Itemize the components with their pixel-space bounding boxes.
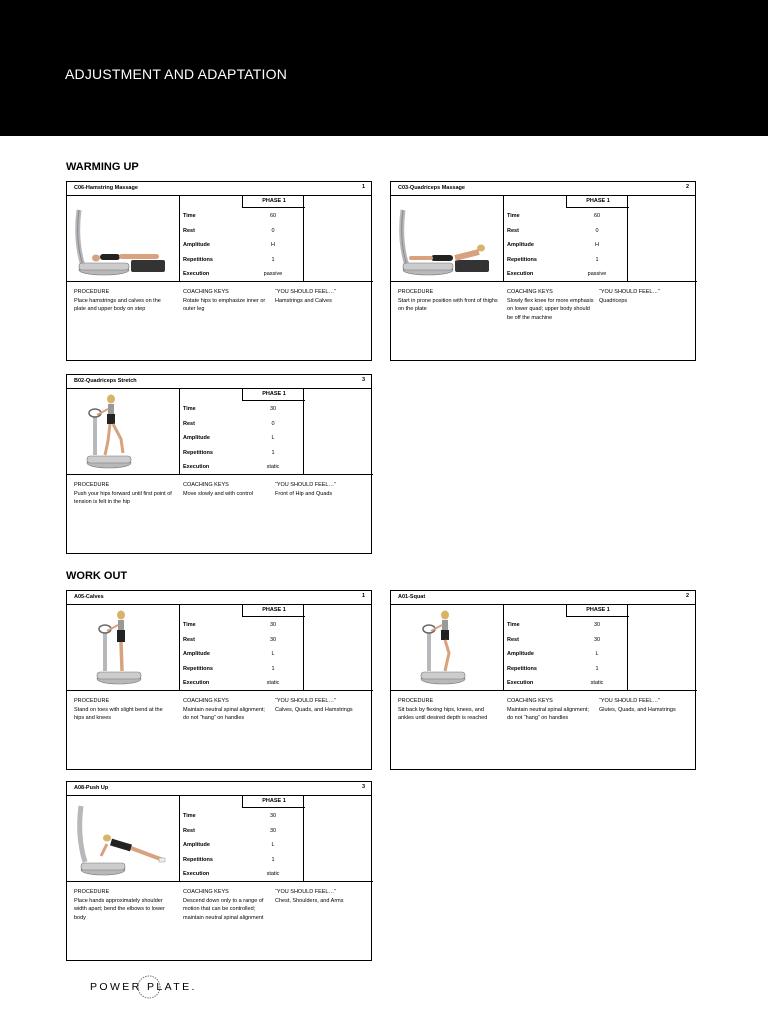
amplitude-value: L xyxy=(271,842,275,848)
amplitude-label: Amplitude xyxy=(183,651,210,657)
coaching-keys-column xyxy=(183,288,271,314)
procedure-column xyxy=(74,481,174,507)
rest-row xyxy=(180,828,304,838)
coaching-keys-text: Descend down only to a range of motion that can be controlled; maintain neutral spinal alignment xyxy=(183,897,264,921)
procedure-text: Sit back by flexing hips, knees, and ankles until desired depth is reached xyxy=(398,706,488,721)
power-plate-machine-icon xyxy=(71,800,176,878)
execution-label: Execution xyxy=(183,464,210,470)
rest-row xyxy=(180,228,304,238)
execution-value: static xyxy=(266,680,280,686)
amplitude-row xyxy=(504,651,628,661)
exercise-card-2 xyxy=(390,181,696,361)
time-value: 60 xyxy=(269,213,277,219)
rest-value: 30 xyxy=(269,827,277,834)
procedure-heading: PROCEDURE xyxy=(74,289,110,295)
coaching-keys-text: Maintain neutral spinal alignment; do not “hang” on handles xyxy=(507,706,589,721)
time-label: Time xyxy=(507,622,520,628)
procedure-heading: PROCEDURE xyxy=(74,889,110,895)
you-should-feel-column xyxy=(275,481,369,498)
you-should-feel-text: Front of Hip and Quads xyxy=(275,490,333,497)
time-row xyxy=(180,813,304,823)
execution-value: static xyxy=(266,464,280,470)
amplitude-label: Amplitude xyxy=(183,842,210,848)
exercise-photo xyxy=(391,605,504,691)
execution-row xyxy=(504,680,628,690)
brand-wordmark: POWER PLATE. xyxy=(90,981,197,993)
card-header xyxy=(67,591,371,605)
blank-column xyxy=(304,389,373,475)
phase-label: PHASE 1 xyxy=(242,795,305,808)
rest-row xyxy=(180,637,304,647)
procedure-column xyxy=(398,697,498,723)
rest-label: Rest xyxy=(183,420,195,427)
amplitude-value: L xyxy=(271,435,275,441)
repetitions-value: 1 xyxy=(595,665,599,672)
coaching-keys-text: Slowly flex knee for more emphasis on lower quad; upper body should be off the machine xyxy=(507,297,594,321)
card-title: C06-Hamstring Massage xyxy=(74,185,138,191)
repetitions-row xyxy=(504,257,628,267)
section-heading-work-out: WORK OUT xyxy=(66,570,128,582)
repetitions-label: Repetitions xyxy=(183,449,213,456)
coaching-keys-column xyxy=(507,697,595,723)
card-header xyxy=(391,182,695,196)
repetitions-row xyxy=(180,666,304,676)
you-should-feel-heading: “YOU SHOULD FEEL…” xyxy=(275,889,336,895)
card-header xyxy=(67,782,371,796)
rest-value: 30 xyxy=(593,636,601,643)
rest-row xyxy=(504,228,628,238)
you-should-feel-column xyxy=(599,697,693,714)
phase-label: PHASE 1 xyxy=(242,195,305,208)
execution-value: passive xyxy=(263,271,283,277)
you-should-feel-column xyxy=(275,697,369,714)
card-title: A08-Push Up xyxy=(74,785,109,791)
repetitions-row xyxy=(180,857,304,867)
procedure-heading: PROCEDURE xyxy=(398,289,434,295)
you-should-feel-text: Calves, Quads, and Hamstrings xyxy=(275,706,353,713)
coaching-keys-column xyxy=(183,697,271,723)
time-row xyxy=(180,622,304,632)
amplitude-row xyxy=(504,242,628,252)
card-title: C03-Quadriceps Massage xyxy=(398,185,465,191)
amplitude-value: L xyxy=(271,651,275,657)
amplitude-label: Amplitude xyxy=(183,435,210,441)
phase-table xyxy=(504,605,628,691)
exercise-card-3 xyxy=(66,374,372,554)
you-should-feel-heading: “YOU SHOULD FEEL…” xyxy=(275,482,336,488)
procedure-text: Place hamstrings and calves on the plate and upper body on step xyxy=(74,297,161,312)
time-value: 30 xyxy=(269,622,277,628)
repetitions-value: 1 xyxy=(271,449,275,456)
card-title: B02-Quadriceps Stretch xyxy=(74,378,137,384)
power-plate-machine-icon xyxy=(71,393,176,471)
rest-label: Rest xyxy=(507,636,519,643)
coaching-keys-text: Rotate hips to emphasize inner or outer leg xyxy=(183,297,266,312)
execution-row xyxy=(504,271,628,281)
power-plate-machine-icon xyxy=(71,200,176,278)
procedure-text: Place hands approximately shoulder width apart; bend the elbows to lower body xyxy=(74,897,165,921)
procedure-column xyxy=(398,288,498,314)
repetitions-label: Repetitions xyxy=(507,665,537,672)
time-value: 30 xyxy=(269,813,277,819)
amplitude-row xyxy=(180,435,304,445)
time-label: Time xyxy=(507,213,520,219)
time-value: 60 xyxy=(593,213,601,219)
you-should-feel-column xyxy=(599,288,693,305)
coaching-keys-heading: COACHING KEYS xyxy=(183,698,229,704)
time-label: Time xyxy=(183,406,196,412)
card-number: 1 xyxy=(361,184,365,190)
rest-value: 0 xyxy=(271,420,275,427)
amplitude-label: Amplitude xyxy=(507,242,534,248)
card-number: 3 xyxy=(361,784,365,790)
coaching-keys-text: Move slowly and with control xyxy=(183,490,254,497)
coaching-keys-heading: COACHING KEYS xyxy=(507,698,553,704)
repetitions-label: Repetitions xyxy=(183,665,213,672)
execution-value: static xyxy=(266,871,280,877)
power-plate-machine-icon xyxy=(71,609,176,687)
amplitude-value: H xyxy=(271,242,275,248)
repetitions-label: Repetitions xyxy=(507,256,537,263)
coaching-keys-heading: COACHING KEYS xyxy=(507,289,553,295)
exercise-photo xyxy=(67,605,180,691)
phase-label: PHASE 1 xyxy=(242,604,305,617)
time-label: Time xyxy=(183,622,196,628)
you-should-feel-heading: “YOU SHOULD FEEL…” xyxy=(599,698,660,704)
exercise-card-5 xyxy=(390,590,696,770)
procedure-column xyxy=(74,288,174,314)
amplitude-row xyxy=(180,842,304,852)
phase-table xyxy=(180,389,304,475)
coaching-keys-column xyxy=(183,481,271,498)
you-should-feel-heading: “YOU SHOULD FEEL…” xyxy=(599,289,660,295)
amplitude-label: Amplitude xyxy=(507,651,534,657)
amplitude-label: Amplitude xyxy=(183,242,210,248)
power-plate-machine-icon xyxy=(395,609,500,687)
coaching-keys-column xyxy=(183,888,271,922)
phase-table xyxy=(180,605,304,691)
rest-label: Rest xyxy=(183,636,195,643)
you-should-feel-text: Chest, Shoulders, and Arms xyxy=(275,897,344,904)
time-row xyxy=(180,406,304,416)
phase-label: PHASE 1 xyxy=(566,195,629,208)
execution-value: static xyxy=(590,680,604,686)
power-plate-machine-icon xyxy=(395,200,500,278)
repetitions-row xyxy=(180,450,304,460)
rest-value: 30 xyxy=(269,636,277,643)
time-label: Time xyxy=(183,813,196,819)
rest-row xyxy=(504,637,628,647)
rest-label: Rest xyxy=(183,227,195,234)
exercise-card-4 xyxy=(66,590,372,770)
card-title: A01-Squat xyxy=(398,594,426,600)
phase-table xyxy=(180,796,304,882)
exercise-card-6 xyxy=(66,781,372,961)
rest-label: Rest xyxy=(183,827,195,834)
card-header xyxy=(391,591,695,605)
execution-value: passive xyxy=(587,271,607,277)
exercise-photo xyxy=(67,196,180,282)
procedure-column xyxy=(74,888,174,922)
time-row xyxy=(180,213,304,223)
time-row xyxy=(504,213,628,223)
repetitions-label: Repetitions xyxy=(183,856,213,863)
card-title: A05-Calves xyxy=(74,594,104,600)
execution-label: Execution xyxy=(507,271,534,277)
power-plate-logo xyxy=(90,972,208,1002)
section-heading-warming-up: WARMING UP xyxy=(66,161,139,173)
time-value: 30 xyxy=(269,406,277,412)
execution-row xyxy=(180,680,304,690)
repetitions-label: Repetitions xyxy=(183,256,213,263)
blank-column xyxy=(304,796,373,882)
procedure-text: Start in prone position with front of thighs on the plate xyxy=(398,297,498,312)
procedure-heading: PROCEDURE xyxy=(74,482,110,488)
phase-table xyxy=(180,196,304,282)
procedure-text: Stand on toes with slight bend at the hips and knees xyxy=(74,706,163,721)
phase-table xyxy=(504,196,628,282)
card-number: 2 xyxy=(685,593,689,599)
coaching-keys-heading: COACHING KEYS xyxy=(183,889,229,895)
amplitude-row xyxy=(180,651,304,661)
execution-row xyxy=(180,871,304,881)
coaching-keys-column xyxy=(507,288,595,322)
blank-column xyxy=(304,605,373,691)
phase-label: PHASE 1 xyxy=(242,388,305,401)
rest-label: Rest xyxy=(507,227,519,234)
rest-row xyxy=(180,421,304,431)
amplitude-value: H xyxy=(595,242,599,248)
you-should-feel-column xyxy=(275,888,369,905)
card-number: 1 xyxy=(361,593,365,599)
repetitions-value: 1 xyxy=(595,256,599,263)
repetitions-value: 1 xyxy=(271,665,275,672)
phase-label: PHASE 1 xyxy=(566,604,629,617)
you-should-feel-text: Hamstrings and Calves xyxy=(275,297,332,304)
you-should-feel-text: Glutes, Quads, and Hamstrings xyxy=(599,706,676,713)
blank-column xyxy=(628,605,697,691)
amplitude-row xyxy=(180,242,304,252)
time-row xyxy=(504,622,628,632)
exercise-photo xyxy=(391,196,504,282)
execution-row xyxy=(180,271,304,281)
repetitions-row xyxy=(180,257,304,267)
repetitions-value: 1 xyxy=(271,856,275,863)
exercise-photo xyxy=(67,796,180,882)
exercise-photo xyxy=(67,389,180,475)
you-should-feel-column xyxy=(275,288,369,305)
you-should-feel-heading: “YOU SHOULD FEEL…” xyxy=(275,698,336,704)
card-number: 2 xyxy=(685,184,689,190)
procedure-heading: PROCEDURE xyxy=(398,698,434,704)
coaching-keys-heading: COACHING KEYS xyxy=(183,482,229,488)
execution-row xyxy=(180,464,304,474)
repetitions-value: 1 xyxy=(271,256,275,263)
procedure-heading: PROCEDURE xyxy=(74,698,110,704)
execution-label: Execution xyxy=(183,680,210,686)
blank-column xyxy=(628,196,697,282)
time-label: Time xyxy=(183,213,196,219)
procedure-text: Push your hips forward until first point of tension is felt in the hip xyxy=(74,490,172,505)
you-should-feel-heading: “YOU SHOULD FEEL…” xyxy=(275,289,336,295)
execution-label: Execution xyxy=(507,680,534,686)
card-number: 3 xyxy=(361,377,365,383)
amplitude-value: L xyxy=(595,651,599,657)
coaching-keys-heading: COACHING KEYS xyxy=(183,289,229,295)
you-should-feel-text: Quadriceps xyxy=(599,297,628,304)
exercise-card-1 xyxy=(66,181,372,361)
execution-label: Execution xyxy=(183,871,210,877)
coaching-keys-text: Maintain neutral spinal alignment; do not “hang” on handles xyxy=(183,706,265,721)
rest-value: 0 xyxy=(595,227,599,234)
execution-label: Execution xyxy=(183,271,210,277)
page-title: ADJUSTMENT AND ADAPTATION xyxy=(65,66,288,82)
procedure-column xyxy=(74,697,174,723)
repetitions-row xyxy=(504,666,628,676)
rest-value: 0 xyxy=(271,227,275,234)
blank-column xyxy=(304,196,373,282)
card-header xyxy=(67,375,371,389)
time-value: 30 xyxy=(593,622,601,628)
card-header xyxy=(67,182,371,196)
